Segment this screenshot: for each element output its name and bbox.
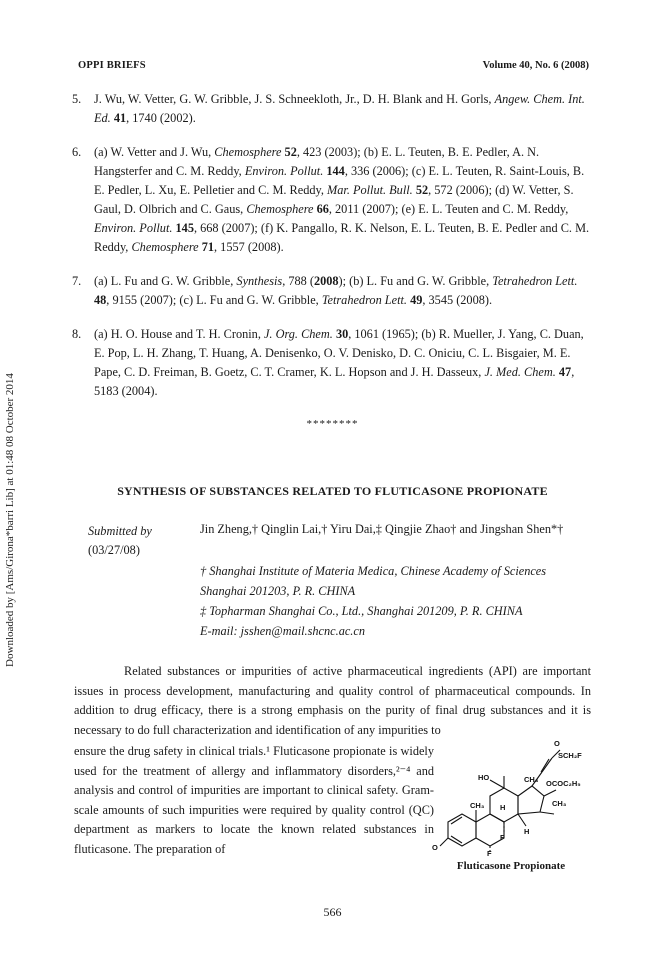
reference-segment: , 3545 (2008). bbox=[422, 293, 493, 307]
volume-number: 2008 bbox=[313, 274, 339, 288]
volume-number: 52 bbox=[415, 183, 429, 197]
methyl-group: CH₃ bbox=[552, 799, 567, 808]
reference-number: 7. bbox=[72, 274, 82, 288]
fluticasone-structure-figure bbox=[428, 736, 582, 858]
reference-item bbox=[72, 325, 592, 401]
volume-number: 48 bbox=[94, 293, 107, 307]
reference-item bbox=[72, 90, 592, 128]
author-list: Jin Zheng,† Qinglin Lai,† Yiru Dai,‡ Qingjie Zhao† and Jingshan Shen*† bbox=[200, 522, 564, 536]
fluorine-atom: F bbox=[500, 833, 505, 842]
running-header-volume: Volume 40, No. 6 (2008) bbox=[482, 60, 589, 71]
reference-list bbox=[72, 90, 592, 416]
journal-name: Angew. Chem. Int. Ed. bbox=[94, 92, 585, 125]
reference-segment: (a) W. Vetter and J. Wu, bbox=[94, 145, 215, 159]
reference-number: 5. bbox=[72, 92, 82, 106]
hydrogen-atom: H bbox=[524, 827, 530, 836]
email-line: E-mail: jsshen@mail.shcnc.ac.cn bbox=[200, 624, 365, 638]
journal-name: Environ. Pollut. bbox=[94, 221, 173, 235]
reference-text bbox=[94, 272, 592, 310]
journal-name: Chemosphere bbox=[131, 240, 199, 254]
journal-name: Environ. Pollut. bbox=[244, 164, 324, 178]
methyl-group: CH₃ bbox=[524, 775, 539, 784]
journal-name: Mar. Pollut. Bull. bbox=[327, 183, 413, 197]
page-number: 566 bbox=[323, 905, 342, 919]
volume-number: 52 bbox=[284, 145, 297, 159]
volume-number: 41 bbox=[113, 111, 127, 125]
affiliation-line: † Shanghai Institute of Materia Medica, Chinese Academy of Sciences bbox=[200, 564, 547, 578]
download-watermark bbox=[2, 330, 18, 710]
reference-segment: J. Wu, W. Vetter, G. W. Gribble, J. S. Schneekloth, Jr., D. H. Blank and H. Gorls, bbox=[94, 92, 495, 106]
hydrogen-atom: H bbox=[500, 803, 506, 812]
volume-number: 71 bbox=[201, 240, 215, 254]
volume-number: 30 bbox=[335, 327, 349, 341]
journal-name: Chemosphere bbox=[246, 202, 314, 216]
body-paragraph-wrapped: ensure the drug safety in clinical trials.¹ Fluticasone propionate is widely used for the treatment of allergy and inflammatory disorders,²⁻⁴ and analysis and control of impurities are important to clinical safety. Gram-scale amounts of such impurities were required by quality control (QC) department as markers to locate the known related substances in fluticasone. The preparation of bbox=[74, 744, 434, 856]
submission-info bbox=[88, 522, 152, 560]
body-paragraph: Related substances or impurities of active pharmaceutical ingredients (API) are important issues in process development, manufacturing and quality control of pharmaceutical compounds. In addition to drug efficacy, there is a strong emphasis on the purity of final drug substances and it is necessary to do full characterization and identification of any impurities to bbox=[74, 664, 591, 737]
journal-name: Tetrahedron Lett. bbox=[492, 274, 578, 288]
reference-segment: , 9155 (2007); (c) L. Fu and G. W. Gribble, bbox=[106, 293, 322, 307]
journal-name: J. Med. Chem. bbox=[484, 365, 556, 379]
affiliation-line: ‡ Topharman Shanghai Co., Ltd., Shanghai 201209, P. R. CHINA bbox=[200, 604, 523, 618]
submitted-label: Submitted by bbox=[88, 524, 152, 538]
propionate-group: OCOC₂H₅ bbox=[546, 779, 581, 788]
reference-item bbox=[72, 143, 592, 257]
running-header-journal: OPPI BRIEFS bbox=[78, 60, 146, 71]
volume-number: 145 bbox=[175, 221, 194, 235]
reference-segment: , 423 (2003); (b) E. L. Teuten, B. E. Pedler, A. N. Hangsterfer and C. M. Reddy, bbox=[94, 145, 540, 178]
journal-name: Chemosphere bbox=[214, 145, 282, 159]
article-title: SYNTHESIS OF SUBSTANCES RELATED TO FLUTICASONE PROPIONATE bbox=[117, 484, 548, 498]
reference-segment: , 572 (2006); (d) W. Vetter, S. Gaul, D. Olbrich and C. Gaus, bbox=[94, 183, 574, 216]
volume-number: 49 bbox=[410, 293, 423, 307]
reference-segment: , 788 ( bbox=[282, 274, 314, 288]
volume-number: 47 bbox=[558, 365, 572, 379]
reference-segment: , 1740 (2002). bbox=[126, 111, 196, 125]
reference-number: 8. bbox=[72, 327, 82, 341]
reference-number: 6. bbox=[72, 145, 82, 159]
volume-number: 144 bbox=[326, 164, 345, 178]
reference-text bbox=[94, 143, 592, 257]
hydroxyl-group: HO bbox=[478, 773, 490, 782]
reference-text bbox=[94, 90, 592, 128]
fluorine-atom: F bbox=[487, 849, 492, 858]
sch2f-group: SCH₂F bbox=[558, 751, 582, 760]
reference-segment: ); (b) L. Fu and G. W. Gribble, bbox=[338, 274, 493, 288]
reference-segment: (a) L. Fu and G. W. Gribble, bbox=[94, 274, 237, 288]
reference-item bbox=[72, 272, 592, 310]
methyl-group: CH₃ bbox=[470, 801, 485, 810]
reference-segment: , 2011 (2007); (e) E. L. Teuten and C. M. Reddy, bbox=[328, 202, 569, 216]
submitted-date: (03/27/08) bbox=[88, 543, 140, 557]
reference-segment: , 336 (2006); (c) E. L. Teuten, R. Saint-Louis, B. E. Pedler, L. Xu, E. Pelletier and C. M. Reddy, bbox=[94, 164, 585, 197]
affiliation-line: Shanghai 201203, P. R. CHINA bbox=[200, 584, 356, 598]
volume-number: 66 bbox=[316, 202, 329, 216]
reference-segment: (a) H. O. House and T. H. Cronin, bbox=[94, 327, 264, 341]
reference-segment: , 1061 (1965); (b) R. Mueller, J. Yang, C. Duan, E. Pop, L. H. Zhang, T. Huang, A. Denisenko, O. V. Denisko, D. C. Oniciu, C. L. Bisgaier, M. E. Pape, C. D. Freiman, B. Goetz, C. T. Cramer, K. L. Hopson and J. H. Dasseux, bbox=[94, 327, 584, 379]
reference-segment: , 5183 (2004). bbox=[94, 365, 575, 398]
journal-name: Synthesis bbox=[236, 274, 283, 288]
journal-name: J. Org. Chem. bbox=[263, 327, 333, 341]
section-separator: ******** bbox=[306, 418, 359, 430]
reference-text bbox=[94, 325, 592, 401]
reference-segment: , 668 (2007); (f) K. Pangallo, R. K. Nelson, E. L. Teuten, B. E. Pedler and C. M. Reddy, bbox=[94, 221, 590, 254]
oxygen-atom-ketone: O bbox=[432, 843, 438, 852]
reference-segment: , 1557 (2008). bbox=[214, 240, 284, 254]
journal-name: Tetrahedron Lett. bbox=[321, 293, 407, 307]
structure-caption: Fluticasone Propionate bbox=[456, 860, 566, 872]
oxygen-atom-top: O bbox=[554, 739, 560, 748]
download-watermark-text: Downloaded by [Ams/Girona*barri Lib] at 01:48 08 October 2014 bbox=[4, 373, 16, 667]
